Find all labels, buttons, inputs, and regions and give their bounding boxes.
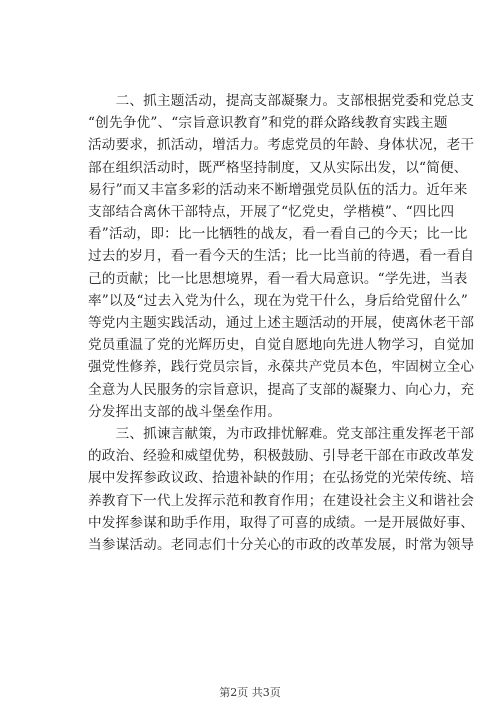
- text-line: 等党内主题实践活动，通过上述主题活动的开展，使离休老干部: [88, 315, 475, 332]
- text-line: 强党性修养，践行党员宗旨，永葆共产党员本色，牢固树立全心: [88, 359, 475, 376]
- text-line: 党员重温了党的光辉历史，自觉自愿地向先进人物学习，自觉加: [88, 337, 475, 354]
- text-line: 当参谋活动。老同志们十分关心的市政的改革发展，时常为领导: [88, 537, 475, 554]
- document-body: [88, 90, 475, 556]
- page-footer: 第2页 共3页: [219, 686, 281, 699]
- text-line: 全意为人民服务的宗旨意识，提高了支部的凝聚力、向心力，充: [88, 381, 475, 398]
- paragraph-3: [88, 423, 475, 556]
- text-line: 展中发挥参政议政、拾遗补缺的作用；在弘扬党的光荣传统、培: [88, 470, 475, 487]
- text-line: 中发挥参谋和助手作用，取得了可喜的成绩。一是开展做好事、: [88, 514, 475, 531]
- text-line: 支部结合离休干部特点，开展了“忆党史，学楷模”、“四比四: [88, 204, 455, 221]
- text-line: 过去的岁月，看一看今天的生活；比一比当前的待遇，看一看自: [88, 248, 475, 265]
- text-line: 养教育下一代上发挥示范和教育作用；在建设社会主义和谐社会: [88, 492, 475, 509]
- text-line: 活动要求，抓活动，增活力。考虑党员的年龄、身体状况，老干: [88, 137, 475, 154]
- text-line: “创先争优”、“宗旨意识教育”和党的群众路线教育实践主题: [88, 115, 448, 132]
- text-line: 看”活动，即：比一比牺牲的战友，看一看自己的今天；比一比: [88, 226, 468, 243]
- paragraph-2: [88, 90, 475, 423]
- text-line: 的政治、经验和威望优势，积极鼓励、引导老干部在市政改革发: [88, 448, 475, 465]
- text-line: 己的贡献；比一比思想境界，看一看大局意识。“学先进，当表: [88, 270, 468, 287]
- text-line: 分发挥出支部的战斗堡垒作用。: [88, 403, 282, 420]
- text-line: 二、抓主题活动，提高支部凝聚力。支部根据党委和党总支: [88, 93, 475, 109]
- text-line: 易行”而又丰富多彩的活动来不断增强党员队伍的活力。近年来: [88, 181, 468, 198]
- text-line: 三、抓谏言献策，为市政排忧解难。党支部注重发挥老干部: [88, 426, 475, 443]
- text-line: 率”以及“过去入党为什么，现在为党干什么，身后给党留什么”: [88, 292, 469, 309]
- text-line: 部在组织活动时，既严格坚持制度，又从实际出发，以“简便、: [88, 159, 468, 176]
